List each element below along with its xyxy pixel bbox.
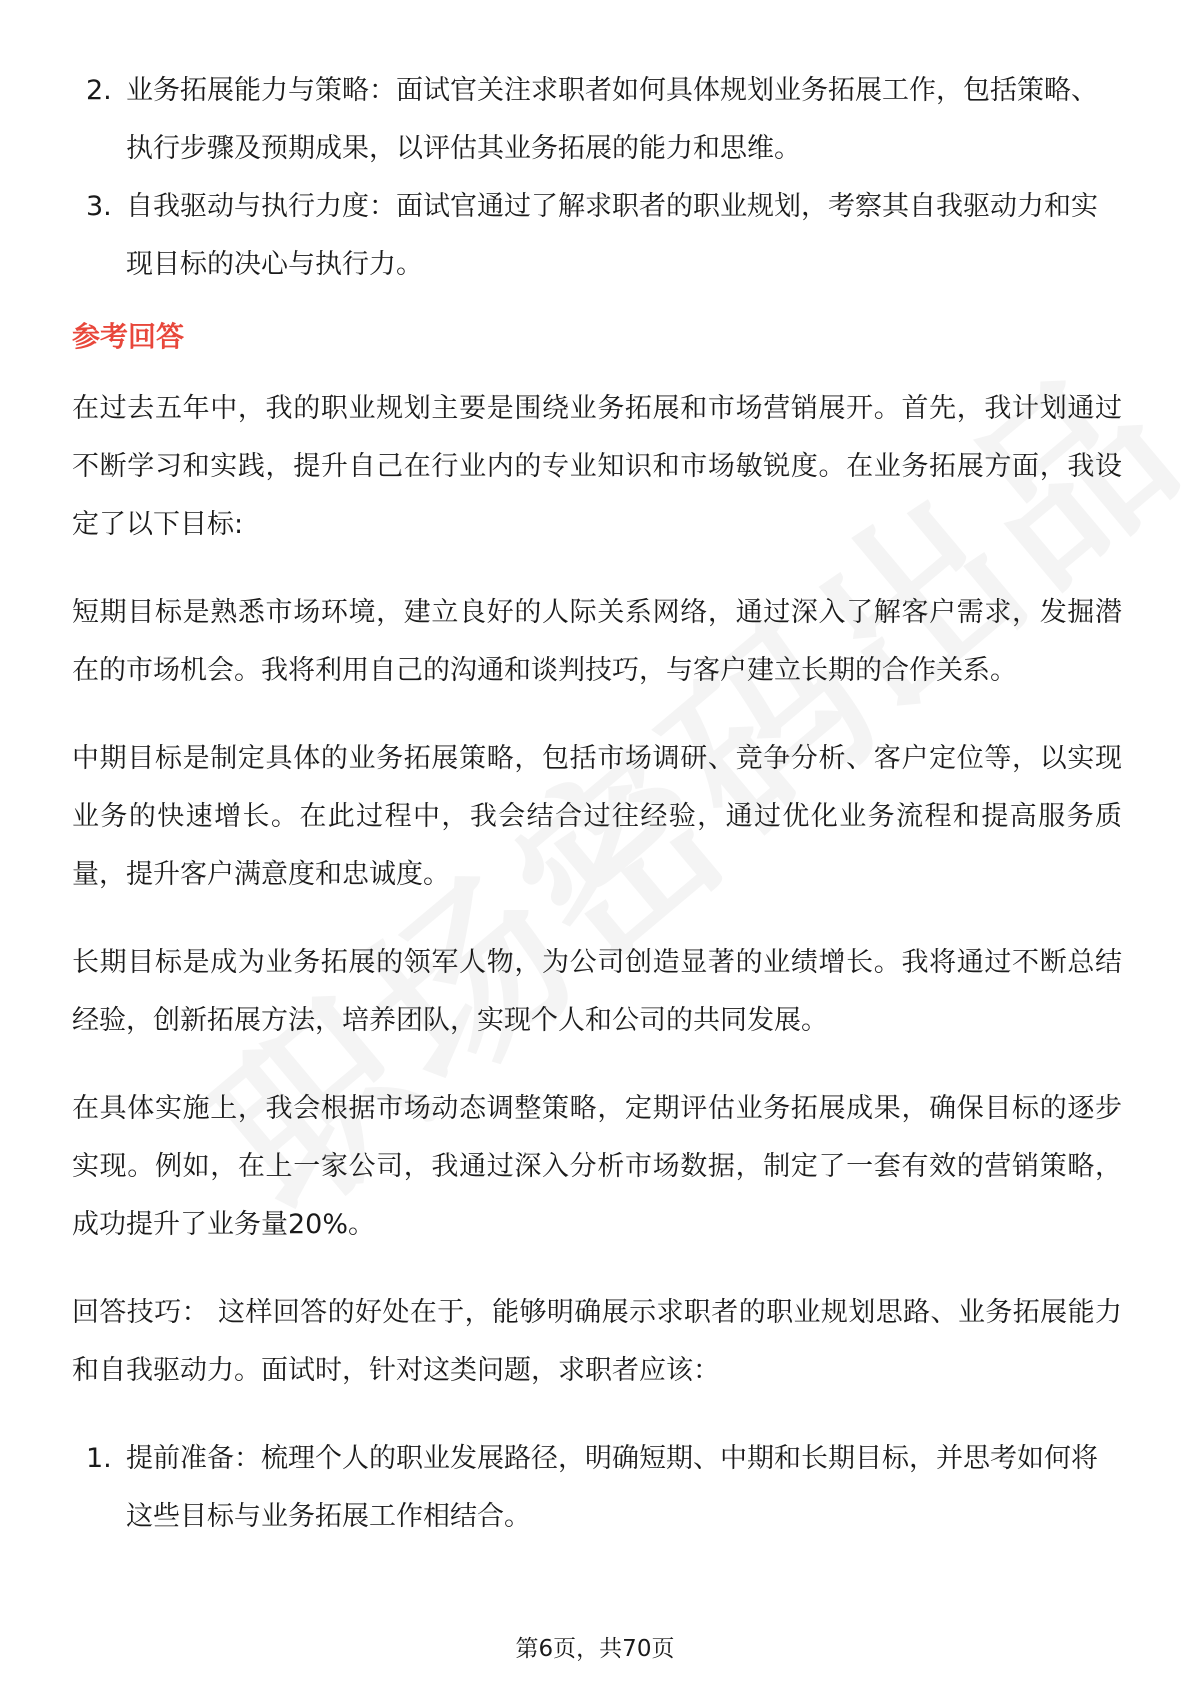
section-heading: 参考回答 — [72, 320, 185, 353]
answer-paragraph: 在具体实施上，我会根据市场动态调整策略，定期评估业务拓展成果，确保目标的逐步实现。例如，在上一家公司，我通过深入分析市场数据，制定了一套有效的营销策略，成功提升了业务量20%。 — [72, 1093, 1122, 1240]
list-item — [72, 1430, 1122, 1546]
evaluation-points-list — [72, 62, 1122, 294]
list-number: 3. — [86, 191, 112, 222]
page-content — [72, 62, 1122, 1546]
list-item — [72, 178, 1122, 294]
answer-paragraph: 中期目标是制定具体的业务拓展策略，包括市场调研、竞争分析、客户定位等，以实现业务的快速增长。在此过程中，我会结合过往经验，通过优化业务流程和提高服务质量，提升客户满意度和忠诚度。 — [72, 743, 1122, 890]
list-number: 1. — [86, 1443, 112, 1474]
answer-paragraph: 在过去五年中，我的职业规划主要是围绕业务拓展和市场营销展开。首先，我计划通过不断学习和实践，提升自己在行业内的专业知识和市场敏锐度。在业务拓展方面，我设定了以下目标: — [72, 393, 1122, 540]
tips-list — [72, 1430, 1122, 1546]
list-item — [72, 62, 1122, 178]
list-number: 2. — [86, 75, 112, 106]
answer-paragraph: 短期目标是熟悉市场环境，建立良好的人际关系网络，通过深入了解客户需求，发掘潜在的市场机会。我将利用自己的沟通和谈判技巧，与客户建立长期的合作关系。 — [72, 597, 1122, 686]
list-item-text: 提前准备：梳理个人的职业发展路径，明确短期、中期和长期目标，并思考如何将这些目标与业务拓展工作相结合。 — [126, 1443, 1098, 1532]
page-number: 第6页，共70页 — [515, 1636, 675, 1662]
answer-paragraph: 长期目标是成为业务拓展的领军人物，为公司创造显著的业绩增长。我将通过不断总结经验，创新拓展方法，培养团队，实现个人和公司的共同发展。 — [72, 947, 1122, 1036]
list-item-text: 业务拓展能力与策略：面试官关注求职者如何具体规划业务拓展工作，包括策略、执行步骤及预期成果，以评估其业务拓展的能力和思维。 — [126, 75, 1098, 164]
list-item-text: 自我驱动与执行力度：面试官通过了解求职者的职业规划，考察其自我驱动力和实现目标的决心与执行力。 — [126, 191, 1098, 280]
tips-paragraph: 回答技巧： 这样回答的好处在于，能够明确展示求职者的职业规划思路、业务拓展能力和自我驱动力。面试时，针对这类问题，求职者应该： — [72, 1297, 1122, 1386]
